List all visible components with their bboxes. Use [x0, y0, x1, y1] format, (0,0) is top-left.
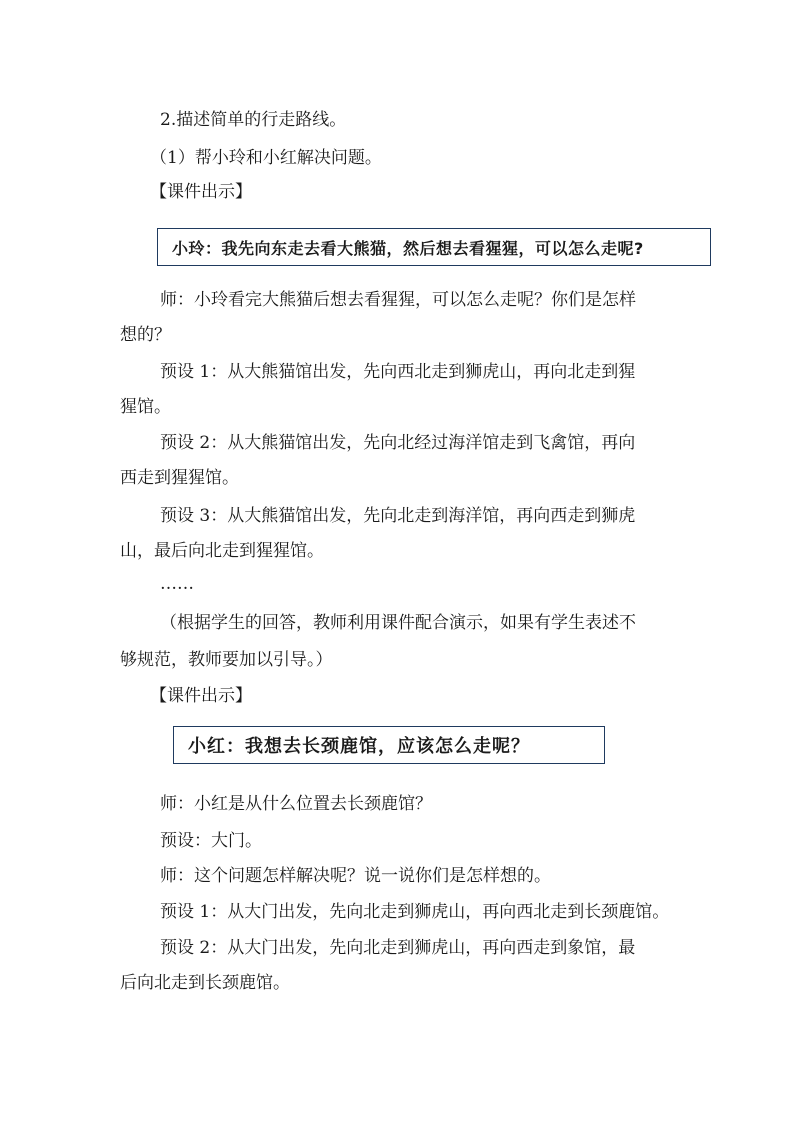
- preset-2-cont: 西走到猩猩馆。: [120, 468, 239, 488]
- preset-2: 预设 2：从大熊猫馆出发，先向北经过海洋馆走到飞禽馆，再向: [160, 433, 636, 453]
- teaching-note: （根据学生的回答，教师利用课件配合演示，如果有学生表述不: [160, 613, 636, 633]
- sub-heading: （1）帮小玲和小红解决问题。: [150, 148, 382, 168]
- preset-3: 预设 3：从大熊猫馆出发，先向北走到海洋馆，再向西走到狮虎: [160, 506, 636, 526]
- dialogue-box-xiaohong: [173, 726, 605, 764]
- teacher-question-cont: 想的？: [120, 325, 171, 345]
- teacher-question: 师：小玲看完大熊猫后想去看猩猩，可以怎么走呢？你们是怎样: [160, 290, 636, 310]
- teaching-note-cont: 够规范，教师要加以引导。）: [120, 650, 333, 670]
- section-heading: 2.描述简单的行走路线。: [160, 110, 347, 130]
- preset-1-cont: 猩馆。: [120, 397, 171, 417]
- dialogue-box-xiaoling: [157, 228, 711, 266]
- preset-3-cont: 山，最后向北走到猩猩馆。: [120, 541, 324, 561]
- courseware-label: 【课件出示】: [150, 182, 252, 202]
- preset-answer: 预设：大门。: [160, 831, 262, 851]
- teacher-question: 师：小红是从什么位置去长颈鹿馆？: [160, 794, 432, 814]
- courseware-label: 【课件出示】: [150, 686, 252, 706]
- preset-1: 预设 1：从大熊猫馆出发，先向西北走到狮虎山，再向北走到猩: [160, 362, 636, 382]
- preset-b1: 预设 1：从大门出发，先向北走到狮虎山，再向西北走到长颈鹿馆。: [160, 902, 670, 922]
- teacher-question: 师：这个问题怎样解决呢？说一说你们是怎样想的。: [160, 866, 551, 886]
- preset-b2: 预设 2：从大门出发，先向北走到狮虎山，再向西走到象馆，最: [160, 938, 636, 958]
- ellipsis: ……: [160, 574, 194, 594]
- dialogue-text: 小红：我想去长颈鹿馆，应该怎么走呢？: [188, 736, 530, 757]
- preset-b2-cont: 后向北走到长颈鹿馆。: [120, 973, 290, 993]
- dialogue-text: 小玲：我先向东走去看大熊猫，然后想去看猩猩，可以怎么走呢?: [172, 238, 644, 258]
